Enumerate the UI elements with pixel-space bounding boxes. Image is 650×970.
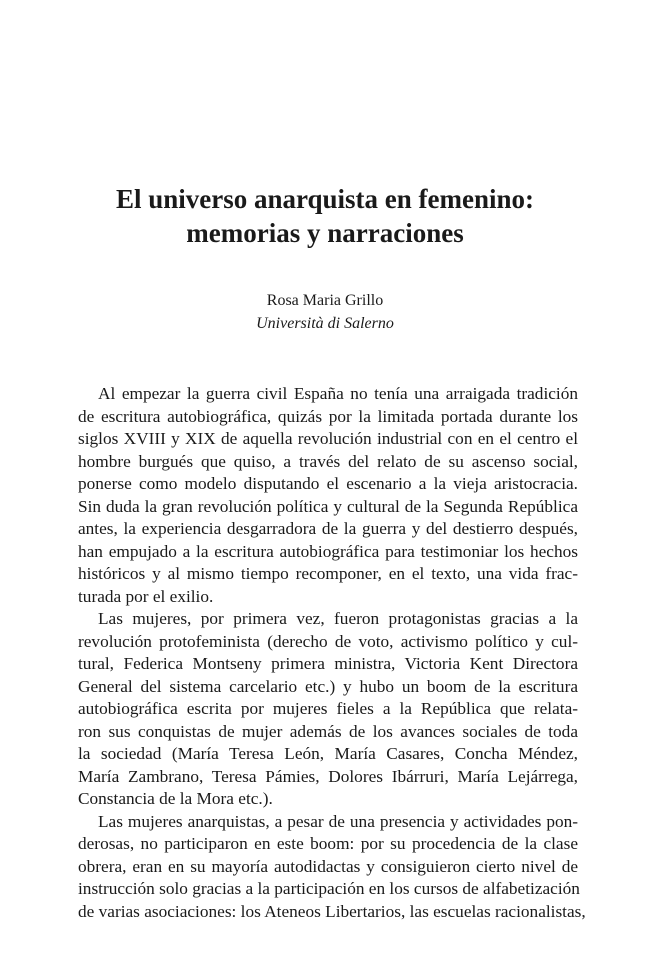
paragraph bbox=[78, 608, 578, 811]
article-title bbox=[0, 182, 650, 250]
title-line: memorias y narraciones bbox=[186, 218, 464, 248]
author-name: Rosa Maria Grillo bbox=[266, 292, 384, 309]
text-line: Sin duda la gran revolución política y cultural de la Segunda República bbox=[78, 496, 578, 516]
text-line: tural, Federica Montseny primera ministra, Victoria Kent Directora bbox=[78, 654, 578, 673]
text-line: derosas, no participaron en este boom: por su procedencia de la clase bbox=[78, 834, 578, 853]
text-line: Constancia de la Mora etc.). bbox=[78, 789, 273, 808]
text-line: ron sus conquistas de mujer además de los avances sociales de toda bbox=[78, 721, 578, 741]
text-line: ponerse como modelo disputando el escenario a la vieja aristocracia. bbox=[78, 474, 578, 493]
text-line: Las mujeres, por primera vez, fueron protagonistas gracias a la bbox=[98, 609, 578, 628]
text-line: General del sistema carcelario etc.) y hubo un boom de la escritura bbox=[78, 676, 578, 696]
text-line: turada por el exilio. bbox=[78, 586, 214, 606]
text-line: han empujado a la escritura autobiográfica para testimoniar los hechos bbox=[78, 541, 578, 561]
text-line: la sociedad (María Teresa León, María Casares, Concha Méndez, bbox=[78, 744, 578, 763]
title-line: El universo anarquista en femenino: bbox=[115, 184, 535, 214]
text-line: autobiográfica escrita por mujeres fieles a la República que relata- bbox=[78, 699, 578, 718]
article-body bbox=[78, 383, 586, 923]
text-line: antes, la experiencia desgarradora de la guerra y del destierro después, bbox=[78, 519, 578, 538]
text-line: de varias asociaciones: los Ateneos Libertarios, las escuelas racionalistas, bbox=[78, 901, 586, 921]
text-line: de escritura autobiográfica, quizás por la limitada portada durante los bbox=[78, 406, 578, 426]
author-block bbox=[0, 289, 650, 335]
text-line: instrucción solo gracias a la participación en los cursos de alfabetización bbox=[78, 879, 580, 898]
text-line: obrera, eran en su mayoría autodidactas y consiguieron cierto nivel de bbox=[78, 856, 578, 876]
text-line: hombre burgués que quiso, a través del relato de su ascenso social, bbox=[78, 451, 578, 471]
text-line: Al empezar la guerra civil España no tenía una arraigada tradición bbox=[98, 384, 578, 403]
paragraph bbox=[78, 811, 586, 924]
text-line: siglos XVIII y XIX de aquella revolución industrial con en el centro el bbox=[78, 429, 578, 448]
text-line: Las mujeres anarquistas, a pesar de una presencia y actividades pon- bbox=[98, 811, 578, 831]
text-line: revolución protofeminista (derecho de voto, activismo político y cul- bbox=[78, 631, 578, 651]
paragraph bbox=[78, 383, 578, 608]
text-line: históricos y al mismo tiempo recomponer, en el texto, una vida frac- bbox=[78, 564, 578, 583]
author-affiliation: Università di Salerno bbox=[256, 315, 394, 332]
text-line: María Zambrano, Teresa Pámies, Dolores Ibárruri, María Lejárrega, bbox=[78, 766, 578, 786]
